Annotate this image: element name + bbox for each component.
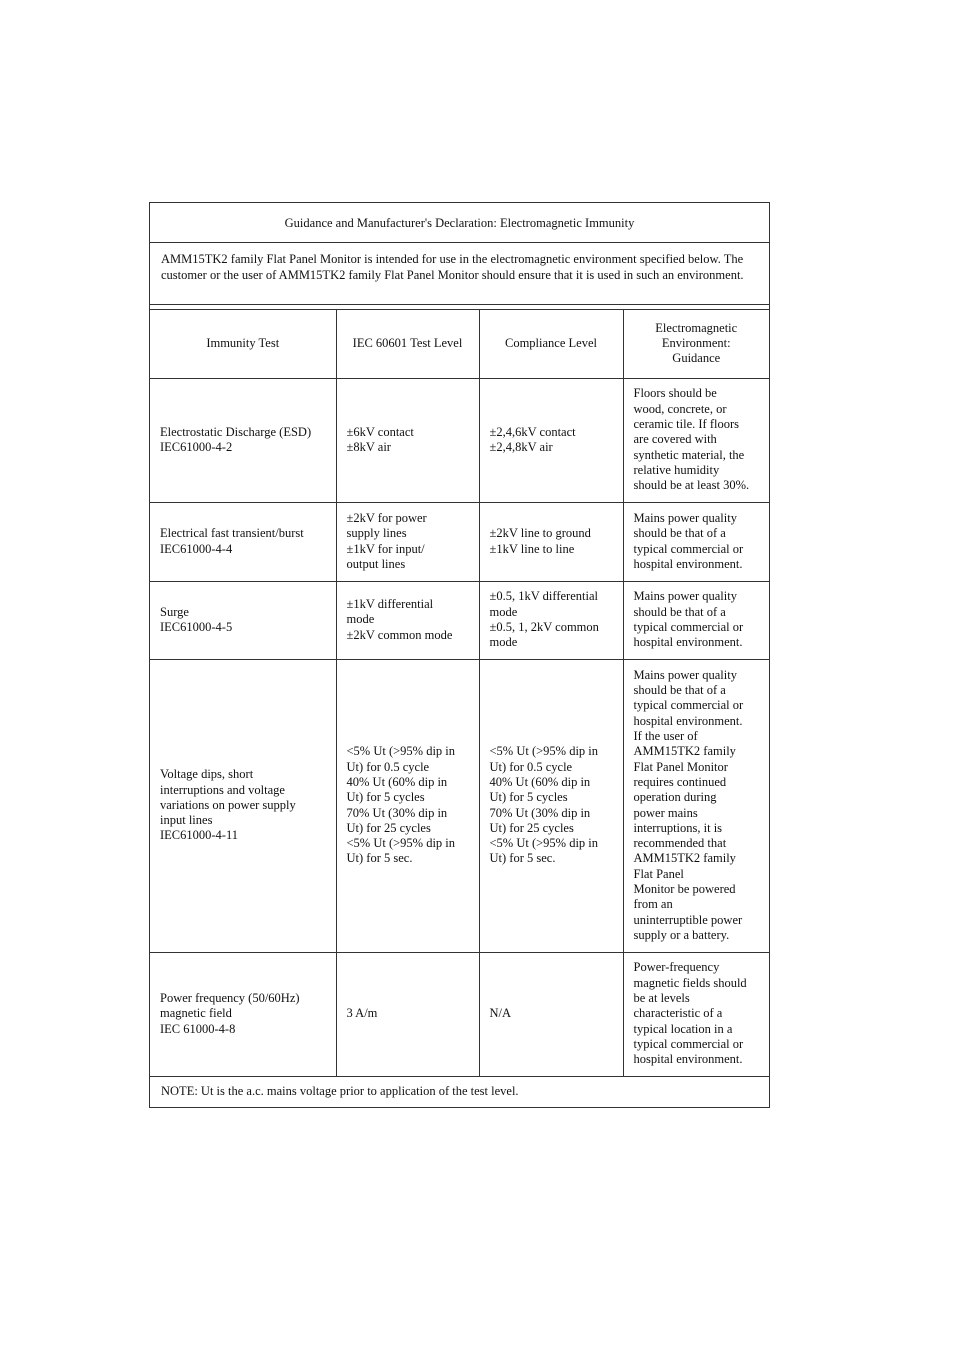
table-row xyxy=(150,378,769,502)
cell-immunity-test: Power frequency (50/60Hz) magnetic field IEC 61000-4-8 xyxy=(150,952,336,1076)
cell-test-level: ±2kV for power supply lines ±1kV for input/ output lines xyxy=(336,502,479,581)
col-header-test-level: IEC 60601 Test Level xyxy=(336,310,479,378)
cell-compliance-level: ±2,4,6kV contact ±2,4,8kV air xyxy=(479,378,623,502)
cell-immunity-test: Voltage dips, short interruptions and voltage variations on power supply input lines IEC61000-4-11 xyxy=(150,659,336,952)
cell-immunity-test: Surge IEC61000-4-5 xyxy=(150,581,336,659)
cell-guidance: Mains power quality should be that of a typical commercial or hospital environment. xyxy=(623,502,769,581)
col-header-guidance: Electromagnetic Environment: Guidance xyxy=(623,310,769,378)
cell-test-level: ±6kV contact ±8kV air xyxy=(336,378,479,502)
cell-compliance-level: ±2kV line to ground ±1kV line to line xyxy=(479,502,623,581)
cell-guidance: Mains power quality should be that of a typical commercial or hospital environment. If the user of AMM15TK2 family Flat Panel Monitor requires continued operation during power mains interruptions, it is recommended that AMM15TK2 family Flat Panel Monitor be powered from an uninterruptible power supply or a battery. xyxy=(623,659,769,952)
cell-immunity-test: Electrostatic Discharge (ESD) IEC61000-4-2 xyxy=(150,378,336,502)
emc-immunity-declaration xyxy=(149,202,770,1108)
table-note: NOTE: Ut is the a.c. mains voltage prior to application of the test level. xyxy=(161,1084,519,1098)
table-row xyxy=(150,581,769,659)
table-row xyxy=(150,659,769,952)
cell-guidance: Floors should be wood, concrete, or ceramic tile. If floors are covered with synthetic material, the relative humidity should be at least 30%. xyxy=(623,378,769,502)
cell-immunity-test: Electrical fast transient/burst IEC61000-4-4 xyxy=(150,502,336,581)
cell-test-level: ±1kV differential mode ±2kV common mode xyxy=(336,581,479,659)
immunity-table xyxy=(150,310,769,1077)
declaration-title: Guidance and Manufacturer's Declaration: Electromagnetic Immunity xyxy=(150,203,769,243)
cell-test-level: <5% Ut (>95% dip in Ut) for 0.5 cycle 40% Ut (60% dip in Ut) for 5 cycles 70% Ut (30% dip in Ut) for 25 cycles <5% Ut (>95% dip in Ut) for 5 sec. xyxy=(336,659,479,952)
col-header-immunity-test: Immunity Test xyxy=(150,310,336,378)
table-row xyxy=(150,502,769,581)
cell-test-level: 3 A/m xyxy=(336,952,479,1076)
cell-compliance-level: ±0.5, 1kV differential mode ±0.5, 1, 2kV common mode xyxy=(479,581,623,659)
cell-compliance-level: N/A xyxy=(479,952,623,1076)
table-row xyxy=(150,952,769,1076)
col-header-compliance-level: Compliance Level xyxy=(479,310,623,378)
cell-guidance: Power-frequency magnetic fields should be at levels characteristic of a typical location in a typical commercial or hospital environment. xyxy=(623,952,769,1076)
cell-compliance-level: <5% Ut (>95% dip in Ut) for 0.5 cycle 40% Ut (60% dip in Ut) for 5 cycles 70% Ut (30% dip in Ut) for 25 cycles <5% Ut (>95% dip in Ut) for 5 sec. xyxy=(479,659,623,952)
intro-paragraph: AMM15TK2 family Flat Panel Monitor is intended for use in the electromagnetic environment specified below. The customer or the user of AMM15TK2 family Flat Panel Monitor should ensure that it is used in such an environment. xyxy=(150,243,769,305)
table-header-row xyxy=(150,310,769,378)
cell-guidance: Mains power quality should be that of a typical commercial or hospital environment. xyxy=(623,581,769,659)
